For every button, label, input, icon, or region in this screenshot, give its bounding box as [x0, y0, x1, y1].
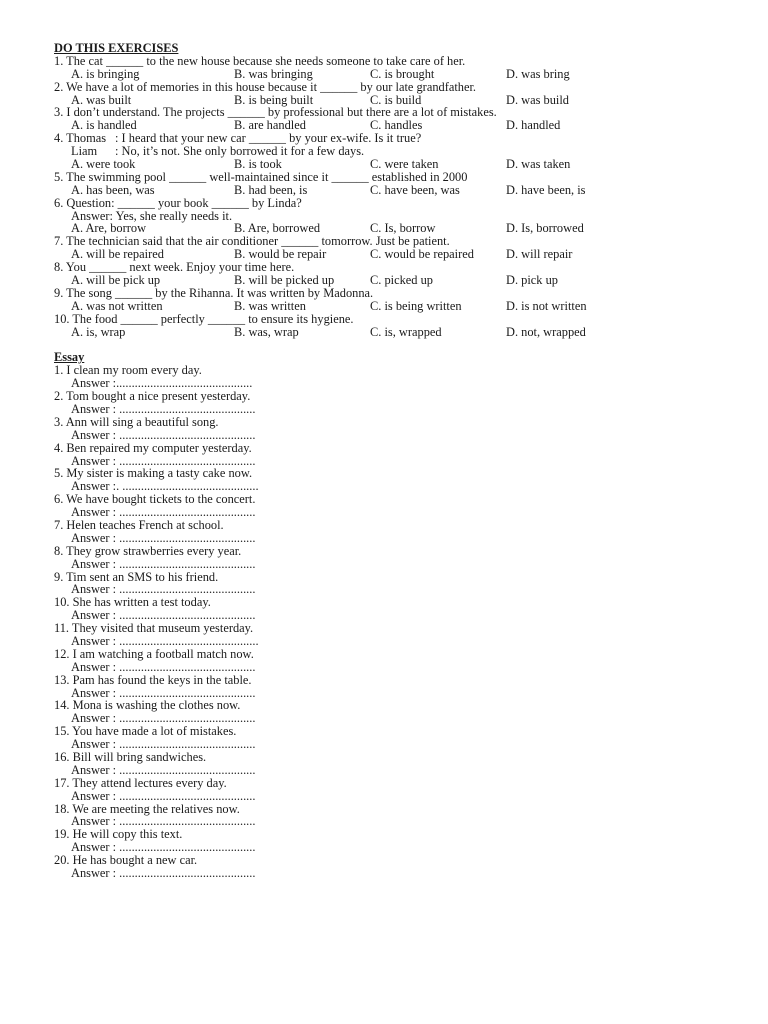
option-a[interactable]: A. is handled [71, 118, 137, 133]
essay-question: 3. Ann will sing a beautiful song. [54, 414, 219, 429]
question-6-answer: Answer: Yes, she really needs it. [71, 208, 233, 223]
essay-answer-field[interactable]: Answer : ............................................ [71, 401, 256, 416]
option-c[interactable]: C. is, wrapped [370, 324, 442, 339]
option-a[interactable]: A. has been, was [71, 182, 155, 197]
essay-question: 20. He has bought a new car. [54, 853, 198, 868]
spacer [54, 338, 754, 351]
question-2: 2. We have a lot of memories in this house because it ______ by our late grandfather. [54, 79, 477, 94]
option-a[interactable]: A. was not written [71, 298, 163, 313]
option-d[interactable]: D. handled [506, 118, 561, 133]
essay-question: 8. They grow strawberries every year. [54, 543, 242, 558]
question-7: 7. The technician said that the air conditioner ______ tomorrow. Just be patient. [54, 234, 450, 249]
essay-answer-field[interactable]: Answer : ............................................ [71, 866, 256, 880]
worksheet [54, 42, 754, 880]
options-4 [54, 158, 754, 171]
essay-answer-field[interactable]: Answer : ............................................ [71, 737, 256, 752]
essay-list [54, 364, 754, 880]
essay-question: 5. My sister is making a tasty cake now. [54, 466, 253, 481]
option-a[interactable]: A. is bringing [71, 66, 140, 81]
essay-answer-field[interactable]: Answer : ............................................ [71, 608, 256, 623]
option-b[interactable]: B. was, wrap [234, 324, 299, 339]
essay-answer-field[interactable]: Answer : ............................................ [71, 556, 256, 571]
essay-question: 10. She has written a test today. [54, 595, 211, 610]
option-b[interactable]: B. was written [234, 298, 306, 313]
essay-question: 13. Pam has found the keys in the table. [54, 672, 252, 687]
option-b[interactable]: B. had been, is [234, 182, 308, 197]
essay-question: 4. Ben repaired my computer yesterday. [54, 440, 252, 455]
essay-answer-field[interactable]: Answer : ............................................ [71, 659, 256, 674]
option-d[interactable]: D. was bring [506, 66, 570, 81]
question-9: 9. The song ______ by the Rihanna. It was written by Madonna. [54, 285, 374, 300]
essay-question: 7. Helen teaches French at school. [54, 517, 224, 532]
essay-question: 16. Bill will bring sandwiches. [54, 749, 207, 764]
options-1 [54, 68, 754, 81]
essay-question: 12. I am watching a football match now. [54, 646, 254, 661]
worksheet-title: DO THIS EXERCISES [54, 41, 179, 55]
essay-question: 15. You have made a lot of mistakes. [54, 724, 237, 739]
question-8: 8. You ______ next week. Enjoy your time here. [54, 260, 295, 275]
essay-answer-field[interactable]: Answer : ............................................ [71, 711, 256, 726]
essay-answer-field[interactable]: Answer : ............................................ [71, 814, 256, 829]
essay-answer-field[interactable]: Answer : ............................................ [71, 582, 256, 597]
option-c[interactable]: C. is build [370, 92, 422, 107]
option-b[interactable]: B. is took [234, 157, 282, 172]
option-c[interactable]: C. picked up [370, 273, 433, 288]
essay-answer-field[interactable]: Answer : ............................................. [71, 633, 259, 648]
essay-answer-field[interactable]: Answer : ............................................ [71, 530, 256, 545]
option-c[interactable]: C. is being written [370, 298, 462, 313]
essay-answer-field[interactable]: Answer :............................................ [71, 376, 253, 391]
essay-answer-field[interactable]: Answer : ............................................ [71, 762, 256, 777]
essay-answer-field[interactable]: Answer : ............................................ [71, 453, 256, 468]
essay-answer-field[interactable]: Answer : ............................................ [71, 427, 256, 442]
essay-question: 19. He will copy this text. [54, 827, 183, 842]
options-8 [54, 274, 754, 287]
option-a[interactable]: A. Are, borrow [71, 221, 147, 236]
option-b[interactable]: B. was bringing [234, 66, 313, 81]
question-3: 3. I don’t understand. The projects ______ by professional but there are a lot of mistakes. [54, 105, 497, 120]
speaker-line: : I heard that your new car ______ by your ex-wife. Is it true? [115, 131, 422, 146]
option-c[interactable]: C. would be repaired [370, 247, 474, 262]
option-c[interactable]: C. Is, borrow [370, 221, 436, 236]
option-a[interactable]: A. will be pick up [71, 273, 161, 288]
essay-question: 11. They visited that museum yesterday. [54, 621, 254, 636]
option-d[interactable]: D. not, wrapped [506, 324, 586, 339]
option-b[interactable]: B. is being built [234, 92, 314, 107]
option-a[interactable]: A. was built [71, 92, 132, 107]
option-d[interactable]: D. is not written [506, 298, 587, 313]
essay-title: Essay [54, 350, 85, 365]
option-d[interactable]: D. was taken [506, 157, 571, 172]
option-b[interactable]: B. Are, borrowed [234, 221, 321, 236]
question-5: 5. The swimming pool ______ well-maintained since it ______ established in 2000 [54, 169, 468, 184]
option-a[interactable]: A. were took [71, 157, 136, 172]
option-c[interactable]: C. were taken [370, 157, 439, 172]
option-c[interactable]: C. have been, was [370, 182, 460, 197]
essay-question: 14. Mona is washing the clothes now. [54, 698, 241, 713]
option-c[interactable]: C. is brought [370, 66, 435, 81]
option-b[interactable]: B. are handled [234, 118, 306, 133]
essay-answer-field[interactable]: Answer : ............................................ [71, 840, 256, 855]
essay-question: 6. We have bought tickets to the concert. [54, 492, 256, 507]
option-a[interactable]: A. is, wrap [71, 324, 126, 339]
essay-question: 17. They attend lectures every day. [54, 775, 227, 790]
option-b[interactable]: B. would be repair [234, 247, 327, 262]
question-10: 10. The food ______ perfectly ______ to ensure its hygiene. [54, 311, 354, 326]
option-a[interactable]: A. will be repaired [71, 247, 164, 262]
option-d[interactable]: D. have been, is [506, 182, 586, 197]
essay-question: 18. We are meeting the relatives now. [54, 801, 240, 816]
option-d[interactable]: D. pick up [506, 273, 558, 288]
essay-question: 2. Tom bought a nice present yesterday. [54, 389, 251, 404]
option-d[interactable]: D. Is, borrowed [506, 221, 584, 236]
essay-question: 1. I clean my room every day. [54, 363, 202, 378]
speaker-thomas: 4. Thomas [54, 131, 107, 146]
essay-answer-field[interactable]: Answer : ............................................ [71, 505, 256, 520]
question-1: 1. The cat ______ to the new house because she needs someone to take care of her. [54, 53, 466, 68]
options-5 [54, 184, 754, 197]
essay-question: 9. Tim sent an SMS to his friend. [54, 569, 219, 584]
essay-answer-field[interactable]: Answer : ............................................ [71, 788, 256, 803]
option-d[interactable]: D. was build [506, 92, 569, 107]
option-d[interactable]: D. will repair [506, 247, 573, 262]
question-6: 6. Question: ______ your book ______ by Linda? [54, 195, 302, 210]
essay-answer-field[interactable]: Answer :. ............................................ [71, 479, 259, 494]
option-b[interactable]: B. will be picked up [234, 273, 335, 288]
option-c[interactable]: C. handles [370, 118, 423, 133]
options-10 [54, 326, 754, 339]
options-9 [54, 300, 754, 313]
speaker-line: : No, it’s not. She only borrowed it for a few days. [115, 144, 365, 159]
speaker-liam: Liam [71, 144, 98, 159]
essay-answer-field[interactable]: Answer : ............................................ [71, 685, 256, 700]
